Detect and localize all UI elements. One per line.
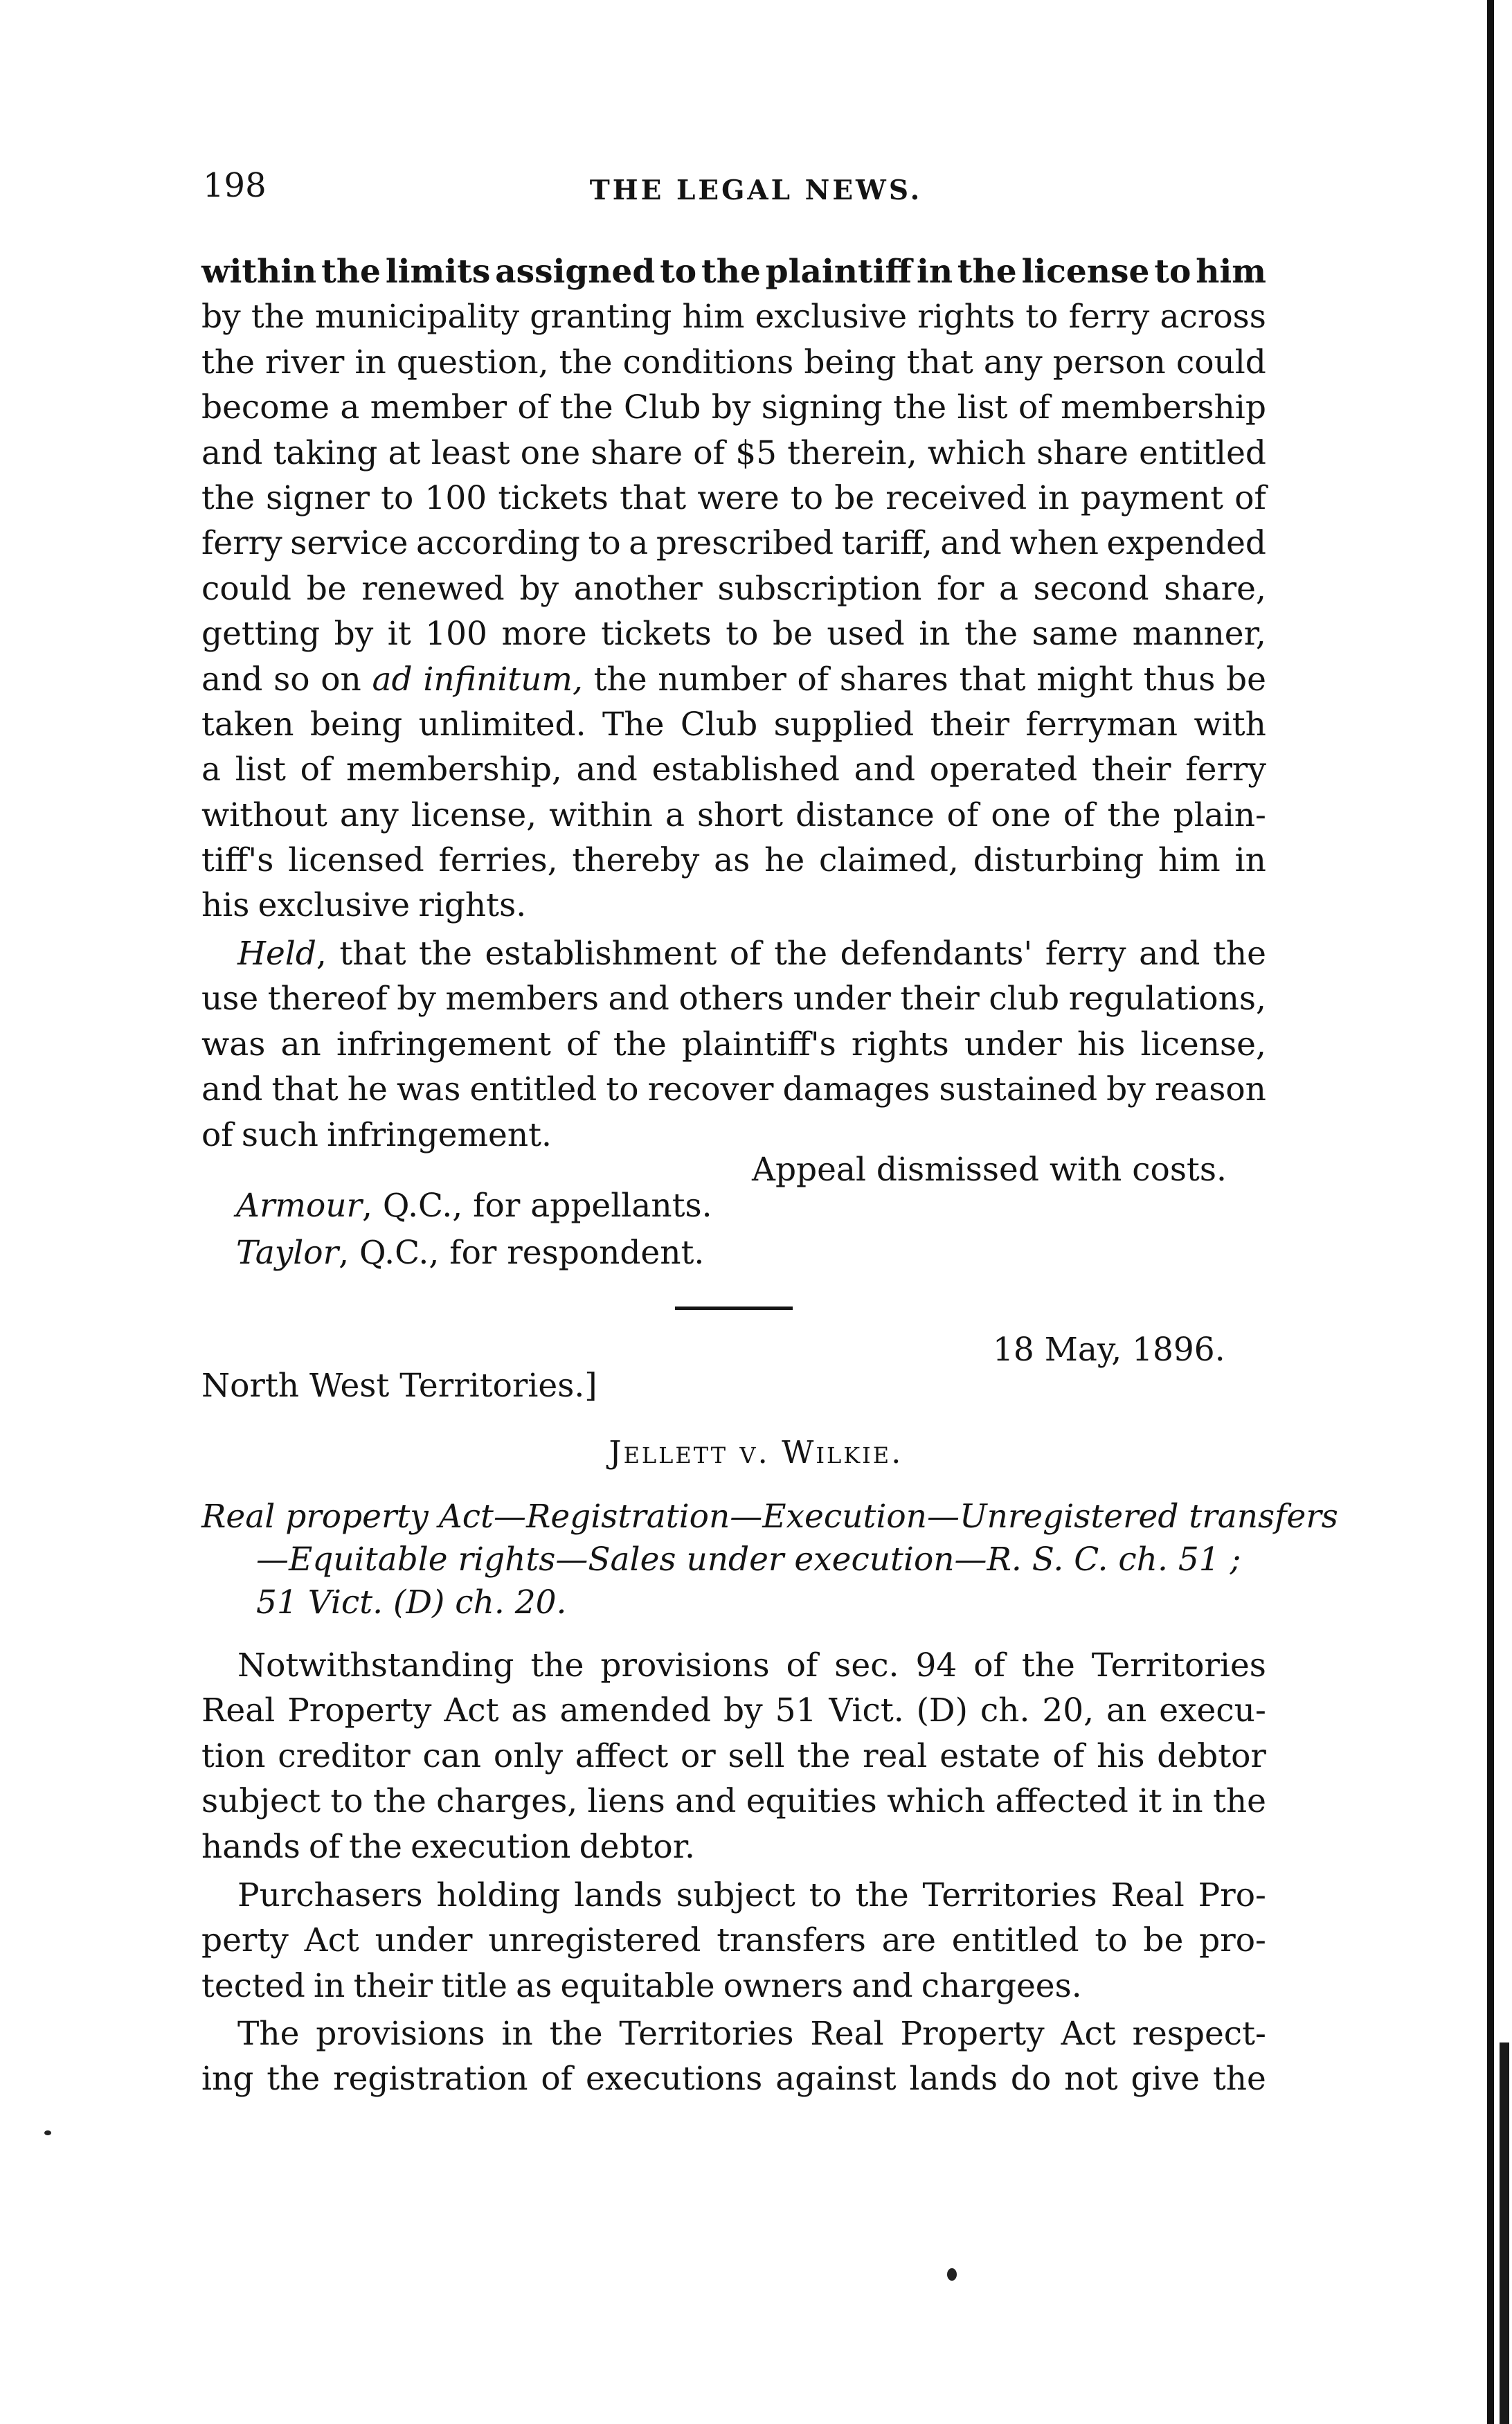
text-line: taken being unlimited. The Club supplied their ferryman with	[201, 705, 1266, 744]
text-line: a list of membership, and established and operated their ferry	[201, 751, 1266, 789]
text-line: Purchasers holding lands subject to the Territories Real Pro-	[237, 1876, 1266, 1914]
text-line: tiff's licensed ferries, thereby as he claimed, disturbing him in	[201, 841, 1266, 880]
text-line: Notwithstanding the provisions of sec. 94 of the Territories	[237, 1646, 1266, 1685]
counsel-role: , Q.C., for appellants.	[362, 1187, 712, 1225]
text-line: his exclusive rights.	[201, 886, 527, 925]
text-line: subject to the charges, liens and equities which affected it in the	[201, 1782, 1266, 1821]
section-divider	[675, 1307, 793, 1310]
page-number: 198	[203, 166, 267, 205]
ink-speck	[44, 2130, 51, 2135]
text-line: tected in their title as equitable owners and chargees.	[201, 1966, 1082, 2005]
counsel-name: Taylor	[236, 1234, 339, 1272]
headnote-line: Real property Act—Registration—Execution—Unregistered transfers	[201, 1498, 1338, 1536]
text-line: within the limits assigned to the plaintiff in the license to him	[201, 253, 1266, 291]
text-line: was an infringement of the plaintiff's rights under his license,	[201, 1025, 1266, 1063]
headnote-line: 51 Vict. (D) ch. 20.	[256, 1583, 567, 1622]
held-paragraph	[201, 931, 1266, 1158]
counsel-name: Armour	[236, 1187, 363, 1225]
ink-speck	[947, 2268, 957, 2281]
text-line: and taking at least one share of $5 therein, which share entitled	[201, 433, 1266, 472]
text-line: of such infringement.	[201, 1115, 552, 1154]
text-line: could be renewed by another subscription for a second share,	[201, 569, 1266, 608]
text-line: getting by it 100 more tickets to be used in the same manner,	[201, 615, 1266, 654]
text-line: without any license, within a short distance of one of the plain-	[201, 796, 1266, 834]
text-line: perty Act under unregistered transfers are entitled to be pro-	[201, 1921, 1266, 1960]
text-line: Held, that the establishment of the defendants' ferry and the	[237, 935, 1266, 973]
page-edge-shadow	[1500, 2043, 1509, 2424]
case-title: Jellett v. Wilkie.	[609, 1434, 903, 1471]
text-line: become a member of the Club by signing the list of membership	[201, 388, 1266, 427]
case-facts-paragraph	[201, 249, 1266, 928]
disposition: Appeal dismissed with costs.	[752, 1151, 1227, 1189]
headnote-paragraph-2	[201, 1873, 1266, 2009]
text-line: by the municipality granting him exclusive rights to ferry across	[201, 298, 1266, 336]
headnote-paragraph-1	[201, 1643, 1266, 1869]
court-name: North West Territories.]	[201, 1367, 597, 1405]
text-line: Real Property Act as amended by 51 Vict. (D) ch. 20, an execu-	[201, 1691, 1266, 1730]
running-title: THE LEGAL NEWS.	[589, 174, 923, 206]
counsel-respondent	[236, 1232, 704, 1274]
text-line: and that he was entitled to recover damages sustained by reason	[201, 1070, 1266, 1109]
headnote-paragraph-3	[201, 2011, 1266, 2102]
text-line: tion creditor can only affect or sell the real estate of his debtor	[201, 1736, 1266, 1775]
headnote-line: —Equitable rights—Sales under execution—R. S. C. ch. 51 ;	[256, 1541, 1241, 1579]
text-line: ferry service according to a prescribed tariff, and when expended	[201, 524, 1266, 563]
decision-date: 18 May, 1896.	[993, 1331, 1225, 1369]
text-line: The provisions in the Territories Real Property Act respect-	[237, 2015, 1266, 2053]
text-line: ing the registration of executions against lands do not give the	[201, 2060, 1266, 2099]
text-line: hands of the execution debtor.	[201, 1827, 695, 1866]
page-edge-rule	[1487, 0, 1494, 2424]
text-line: and so on ad infinitum, the number of shares that might thus be	[201, 660, 1266, 699]
counsel-appellants	[236, 1185, 712, 1227]
text-line: the river in question, the conditions being that any person could	[201, 343, 1266, 381]
counsel-role: , Q.C., for respondent.	[339, 1234, 705, 1272]
text-line: the signer to 100 tickets that were to be received in payment of	[201, 478, 1266, 517]
text-line: use thereof by members and others under their club regulations,	[201, 980, 1266, 1018]
